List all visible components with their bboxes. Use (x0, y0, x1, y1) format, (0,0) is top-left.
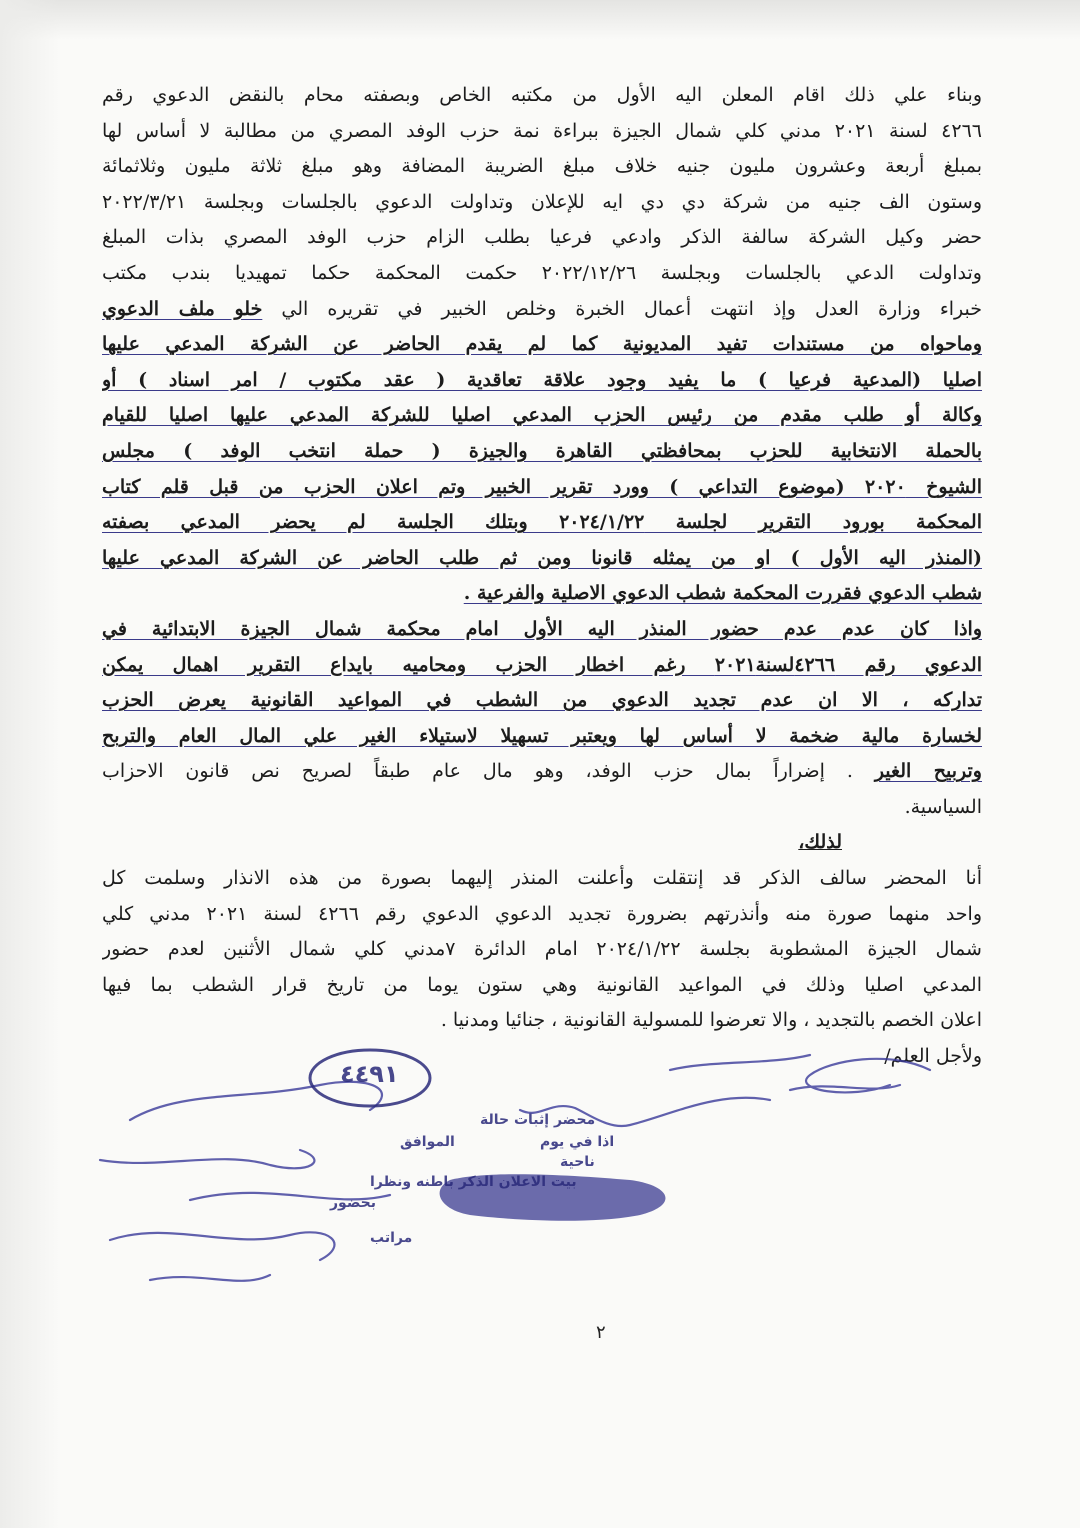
body-line: وتداولت الدعي بالجلسات وبجلسة ٢٠٢٢/١٢/٢٦ حكمت المحكمة حكما تمهيديا بندب مكتب (102, 261, 982, 284)
bold-line: وماحواه من مستندات تفيد المديونية كما لم يقدم الحاضر عن الشركة المدعي عليها (102, 333, 982, 356)
page-number: ٢ (596, 1322, 606, 1343)
body-line: ٤٢٦٦ لسنة ٢٠٢١ مدني كلي شمال الجيزة ببراءة نمة حزب الوفد المصري من مطالبة لا أساس لها (102, 119, 982, 142)
bold-underlined-text: وتربيح الغير (874, 760, 982, 783)
body-line: واحد منهما صورة منه وأنذرتهم بضرورة تجديد الدعوي الدعوي رقم ٤٢٦٦ لسنة ٢٠٢١ مدني كلي (102, 902, 982, 925)
bold-line: (المنذر اليه الأول ) او من يمثله قانونا ومن ثم طلب الحاضر عن الشركة المدعي عليها (102, 546, 982, 569)
bold-line: اصليا (المدعية فرعيا ) ما يفيد وجود علاقة تعاقدية ( عقد مكتوب / امر اسناد ) أو (102, 368, 982, 391)
body-line: المدعي اصليا وذلك في المواعيد القانونية وهي ستون يوما من تاريخ قرار الشطب بما فيها (102, 973, 982, 996)
scan-shadow-top (0, 0, 1080, 40)
bold-line: بالحملة الانتخابية للحزب بمحافظتي القاهرة والجيزة ( حملة انتخب الوفد ) مجلس (102, 439, 982, 462)
bold-line: واذا كان عدم عدم حضور المنذر اليه الأول امام محكمة شمال الجيزة الابتدائية في (102, 617, 982, 640)
signature-scribbles (70, 1030, 1000, 1310)
body-line: وبناء علي ذلك اقام المعلن اليه الأول من مكتبه الخاص وبصفته محام بالنقض الدعوي رقم (102, 84, 982, 106)
stamp-line: محضر إثبات حالة (480, 1112, 596, 1128)
stamp-line: مراتب (370, 1230, 413, 1246)
bold-line: تداركه ، الا ان عدم تجديد الدعوي من الشطب في المواعيد القانونية يعرض الحزب (102, 689, 982, 712)
stamp-line: بحضور (330, 1195, 376, 1211)
stamp-line: ناحية (560, 1154, 595, 1170)
body-line: اعلان الخصم بالتجديد ، والا تعرضوا للمسولية القانونية ، جنائيا ومدنيا . (440, 1009, 982, 1032)
body-line: وستون الف جنيه من شركة دي دي ايه للإعلان وتداولت الدعوي بالجلسات وبجلسة ٢٠٢٢/٣/٢١ (102, 190, 982, 213)
scan-shadow-left (0, 0, 60, 1528)
stamp-line: الموافق (400, 1134, 455, 1150)
document-body (102, 78, 982, 1075)
bold-line: وكالة أو طلب مقدم من رئيس الحزب المدعي اصليا للشركة المدعي عليها اصليا للقيام (102, 404, 982, 427)
official-stamp-and-signatures (70, 1030, 1000, 1310)
bold-underlined-text: خلو ملف الدعوي (102, 297, 263, 320)
bold-line: الشيوخ ٢٠٢٠ (موضوع التداعي ) وورد تقرير الخبير وتم اعلان الحزب من قبل قلم كتاب (102, 475, 982, 498)
body-line: شمال الجيزة المشطوبة بجلسة ٢٠٢٤/١/٢٢ امام الدائرة ٧مدني كلي شمال الأثنين لعدم حضور (102, 938, 982, 961)
body-line: السياسية. (904, 795, 982, 818)
sign-off: ولأجل العلم/ (884, 1045, 982, 1068)
stamp-line: اذا في يوم (540, 1134, 615, 1150)
bold-line: شطب الدعوي فقررت المحكمة شطب الدعوي الاصلية والفرعية . (463, 582, 982, 605)
body-line-mixed (102, 754, 982, 790)
plain-text: . إضراراً بمال حزب الوفد، وهو مال عام طبقاً لصريح نص قانون الاحزاب (102, 760, 875, 783)
plain-text: خبراء وزارة العدل وإذ انتهت أعمال الخبرة وخلص الخبير في تقريره الي (262, 297, 982, 320)
stamp-line: بيت الاعلان الذكر باطنه ونظرا (370, 1174, 577, 1190)
body-line: أنا المحضر سالف الذكر قد إنتقلت وأعلنت المنذر إليهما بصورة من هذه الانذار وسلمت كل (102, 867, 982, 890)
bold-line: المحكمة بورود التقرير لجلسة ٢٠٢٤/١/٢٢ وبتلك الجلسة لم يحضر المدعي بصفته (102, 511, 982, 534)
section-heading: لذلك، (798, 831, 842, 854)
body-line-mixed (102, 292, 982, 328)
body-line: حضر وكيل الشركة سالفة الذكر وادعي فرعيا بطلب الزام حزب الوفد المصري بذات المبلغ (102, 226, 982, 249)
bold-line: الدعوي رقم ٤٢٦٦لسنة٢٠٢١ رغم اخطار الحزب ومحاميه بايداع التقرير اهمال يمكن (102, 653, 982, 676)
bold-line: لخسارة مالية ضخمة لا أساس لها ويعتبر تسهيلا لاستيلاء الغير علي المال العام والتربح (102, 724, 982, 747)
stamp-number: ٤٤٩١ (340, 1060, 399, 1088)
body-line: بمبلغ أربعة وعشرون مليون جنيه خلاف مبلغ الضريبة المضافة وهو مبلغ ثلاثة مليون وثلاثمائة (102, 155, 982, 178)
